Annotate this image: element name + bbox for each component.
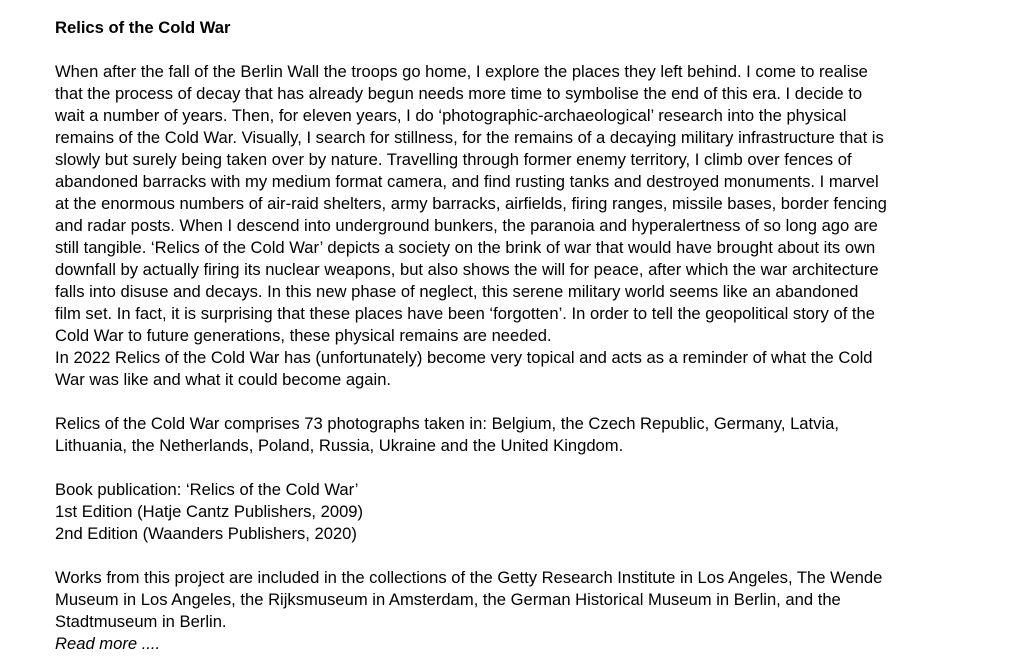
book-publication-paragraph bbox=[55, 479, 985, 545]
intro-line: falls into disuse and decays. In this new phase of neglect, this serene military world seems like an abandoned bbox=[55, 282, 859, 301]
intro-line: In 2022 Relics of the Cold War has (unfortunately) become very topical and acts as a reminder of what the Cold bbox=[55, 348, 873, 367]
book-line: Book publication: ‘Relics of the Cold War’ bbox=[55, 480, 359, 499]
intro-paragraph bbox=[55, 61, 985, 391]
paragraph-gap bbox=[55, 457, 985, 479]
intro-line: film set. In fact, it is surprising that these places have been ‘forgotten’. In order to tell the geopolitical story of the bbox=[55, 304, 875, 323]
paragraph-gap bbox=[55, 545, 985, 567]
intro-line: abandoned barracks with my medium format camera, and find rusting tanks and destroyed monuments. I marvel bbox=[55, 172, 879, 191]
paragraph-gap bbox=[55, 391, 985, 413]
document-body bbox=[55, 17, 985, 655]
intro-line: remains of the Cold War. Visually, I search for stillness, for the remains of a decaying military infrastructure that is bbox=[55, 128, 884, 147]
paragraph-gap bbox=[55, 39, 985, 61]
collections-line: Stadtmuseum in Berlin. bbox=[55, 612, 227, 631]
intro-line: that the process of decay that has already begun needs more time to symbolise the end of this era. I decide to bbox=[55, 84, 863, 103]
read-more-link[interactable]: Read more .... bbox=[55, 634, 161, 653]
intro-line: slowly but surely being taken over by nature. Travelling through former enemy territory, I climb over fences of bbox=[55, 150, 852, 169]
intro-line: downfall by actually firing its nuclear weapons, but also shows the will for peace, after which the war architecture bbox=[55, 260, 879, 279]
book-line: 2nd Edition (Waanders Publishers, 2020) bbox=[55, 524, 357, 543]
book-line: 1st Edition (Hatje Cantz Publishers, 2009) bbox=[55, 502, 364, 521]
collections-paragraph bbox=[55, 567, 985, 633]
countries-line: Relics of the Cold War comprises 73 photographs taken in: Belgium, the Czech Republic, Germany, Latvia, bbox=[55, 414, 839, 433]
intro-line: and radar posts. When I descend into underground bunkers, the paranoia and hyperalertness of so long ago are bbox=[55, 216, 878, 235]
intro-line: still tangible. ‘Relics of the Cold War’ depicts a society on the brink of war that would have brought about its own bbox=[55, 238, 876, 257]
countries-paragraph bbox=[55, 413, 985, 457]
collections-line: Works from this project are included in the collections of the Getty Research Institute in Los Angeles, The Wende bbox=[55, 568, 883, 587]
intro-line: When after the fall of the Berlin Wall the troops go home, I explore the places they left behind. I come to realise bbox=[55, 62, 868, 81]
intro-line: Cold War to future generations, these physical remains are needed. bbox=[55, 326, 552, 345]
countries-line: Lithuania, the Netherlands, Poland, Russia, Ukraine and the United Kingdom. bbox=[55, 436, 624, 455]
collections-line: Museum in Los Angeles, the Rijksmuseum in Amsterdam, the German Historical Museum in Berlin, and the bbox=[55, 590, 841, 609]
intro-line: War was like and what it could become again. bbox=[55, 370, 392, 389]
intro-line: at the enormous numbers of air-raid shelters, army barracks, airfields, firing ranges, missile bases, border fencing bbox=[55, 194, 887, 213]
intro-line: wait a number of years. Then, for eleven years, I do ‘photographic-archaeological’ research into the physical bbox=[55, 106, 847, 125]
page-title: Relics of the Cold War bbox=[55, 18, 231, 37]
